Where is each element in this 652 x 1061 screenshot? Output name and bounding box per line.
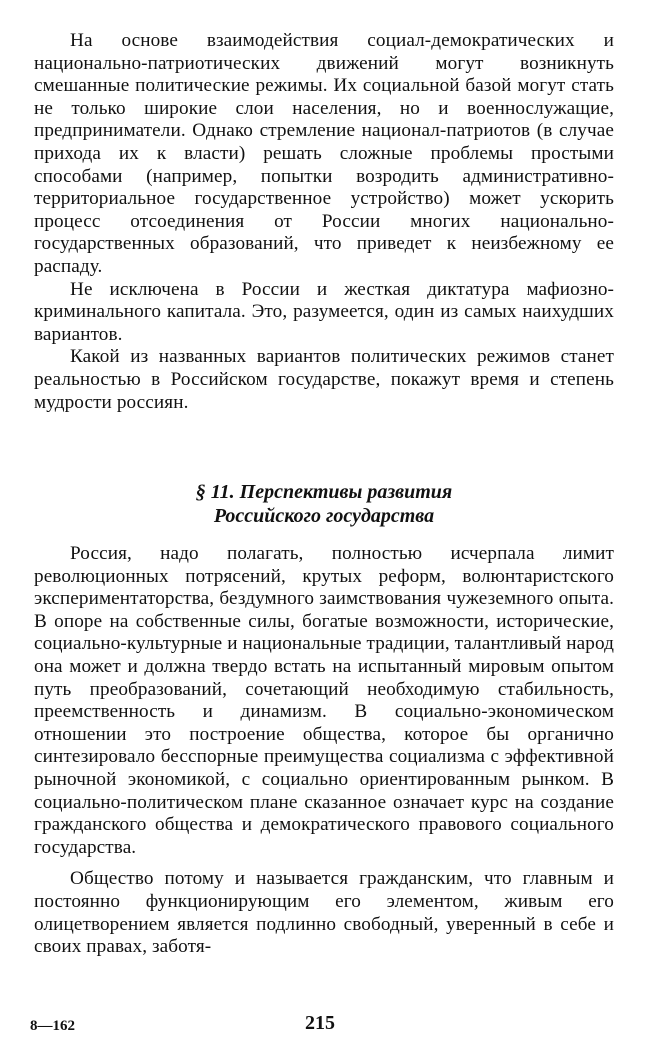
top-text-block <box>34 30 614 414</box>
section-heading <box>34 480 614 528</box>
paragraph: Общество потому и называется гражданским, что главным и постоянно функционирующим его элементом, живым его олицетворением является подлинно свободный, уверенный в себе и своих правах, заботя- <box>34 868 614 958</box>
paragraph: Не исключена в России и жесткая диктатура мафиозно-криминального капитала. Это, разумеется, один из самых наихудших вариантов. <box>34 278 614 345</box>
section-text-block <box>34 543 614 959</box>
section-heading-line: § 11. Перспективы развития <box>195 481 453 503</box>
paragraph: Какой из названных вариантов политических режимов станет реальностью в Российском государстве, покажут время и степень мудрости россиян. <box>34 346 614 413</box>
section-heading-line: Российского государства <box>213 505 435 527</box>
page-number: 215 <box>305 1012 335 1034</box>
paragraph: Россия, надо полагать, полностью исчерпала лимит революционных потрясений, крутых реформ, волюнтаристского экспериментаторства, бездумного заимствования чужеземного опыта. В опоре на собственные силы, богатые возможности, исторические, социально-культурные и национальные традиции, талантливый народ она может и должна твердо встать на испытанный мировым опытом путь преобразований, сочетающий необходимую стабильность, преемственность и динамизм. В социально-экономическом отношении это построение общества, которое бы органично синтезировало бесспорные преимущества социализма с эффективной рыночной экономикой, с социально ориентированным рынком. В социально-политическом плане сказанное означает курс на создание гражданского общества и демократического правового социального государства. <box>34 543 614 858</box>
printer-signature: 8—162 <box>30 1018 75 1034</box>
paragraph: На основе взаимодействия социал-демократических и национально-патриотических движений могут возникнуть смешанные политические режимы. Их социальной базой могут стать не только широкие слои населения, но и военнослужащие, предприниматели. Однако стремление национал-патриотов (в случае прихода их к власти) решать сложные проблемы простыми способами (например, попытки возродить административно-территориальное государственное устройство) может ускорить процесс отсоединения от России многих национально-государственных образований, что приведет к неизбежному ее распаду. <box>34 30 614 277</box>
